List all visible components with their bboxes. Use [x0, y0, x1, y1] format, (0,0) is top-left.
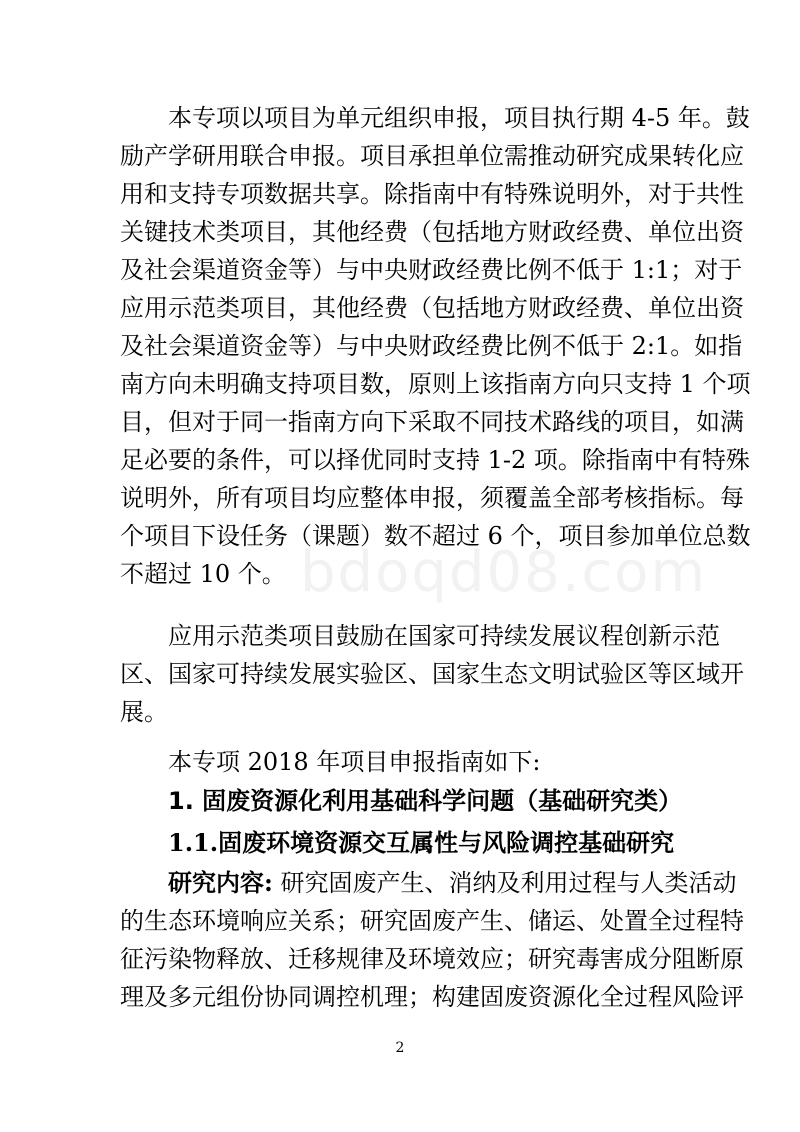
paragraph-1-line-4: 关键技术类项目，其他经费（包括地方财政经费、单位出资 — [120, 218, 744, 246]
page-number: 2 — [395, 1040, 405, 1056]
paragraph-1-line-13: 不超过 10 个。 — [120, 560, 286, 588]
research-content-text: 研究固废产生、消纳及利用过程与人类活动 — [272, 869, 737, 897]
paragraph-2-line-2: 区、国家可持续发展实验区、国家生态文明试验区等区域开 — [120, 660, 744, 688]
research-content-label: 研究内容: — [168, 868, 273, 897]
paragraph-1-line-8: 南方向未明确支持项目数，原则上该指南方向只支持 1 个项 — [120, 370, 751, 398]
research-content-line-4: 理及多元组份协同调控机理；构建固废资源化全过程风险评 — [120, 983, 744, 1011]
paragraph-1-line-1: 本专项以项目为单元组织申报，项目执行期 4-5 年。鼓 — [168, 104, 750, 132]
paragraph-2-line-3: 展。 — [120, 698, 168, 726]
research-content-line-2: 的生态环境响应关系；研究固废产生、储运、处置全过程特 — [120, 907, 744, 935]
paragraph-1-line-10: 足必要的条件，可以择优同时支持 1-2 项。除指南中有特殊 — [120, 446, 750, 474]
paragraph-3-line-1: 本专项 2018 年项目申报指南如下: — [168, 748, 541, 776]
paragraph-1-line-7: 及社会渠道资金等）与中央财政经费比例不低于 2:1。如指 — [120, 332, 743, 360]
paragraph-1-line-12: 个项目下设任务（课题）数不超过 6 个，项目参加单位总数 — [120, 522, 751, 550]
paragraph-1-line-3: 用和支持专项数据共享。除指南中有特殊说明外，对于共性 — [120, 180, 744, 208]
heading-1: 1. 固废资源化利用基础科学问题（基础研究类） — [168, 787, 683, 815]
paragraph-1-line-5: 及社会渠道资金等）与中央财政经费比例不低于 1:1；对于 — [120, 256, 743, 284]
heading-1-1: 1.1.固废环境资源交互属性与风险调控基础研究 — [168, 828, 675, 857]
paragraph-2-line-1: 应用示范类项目鼓励在国家可持续发展议程创新示范 — [168, 622, 720, 650]
paragraph-1-line-6: 应用示范类项目，其他经费（包括地方财政经费、单位出资 — [120, 294, 744, 322]
research-content-line-1 — [168, 866, 737, 900]
paragraph-1-line-9: 目，但对于同一指南方向下采取不同技术路线的项目，如满 — [120, 408, 744, 436]
paragraph-1-line-2: 励产学研用联合申报。项目承担单位需推动研究成果转化应 — [120, 142, 744, 170]
research-content-line-3: 征污染物释放、迁移规律及环境效应；研究毒害成分阻断原 — [120, 945, 744, 973]
watermark: bdoqd08.com — [300, 540, 708, 605]
paragraph-1-line-11: 说明外，所有项目均应整体申报，须覆盖全部考核指标。每 — [120, 484, 744, 512]
